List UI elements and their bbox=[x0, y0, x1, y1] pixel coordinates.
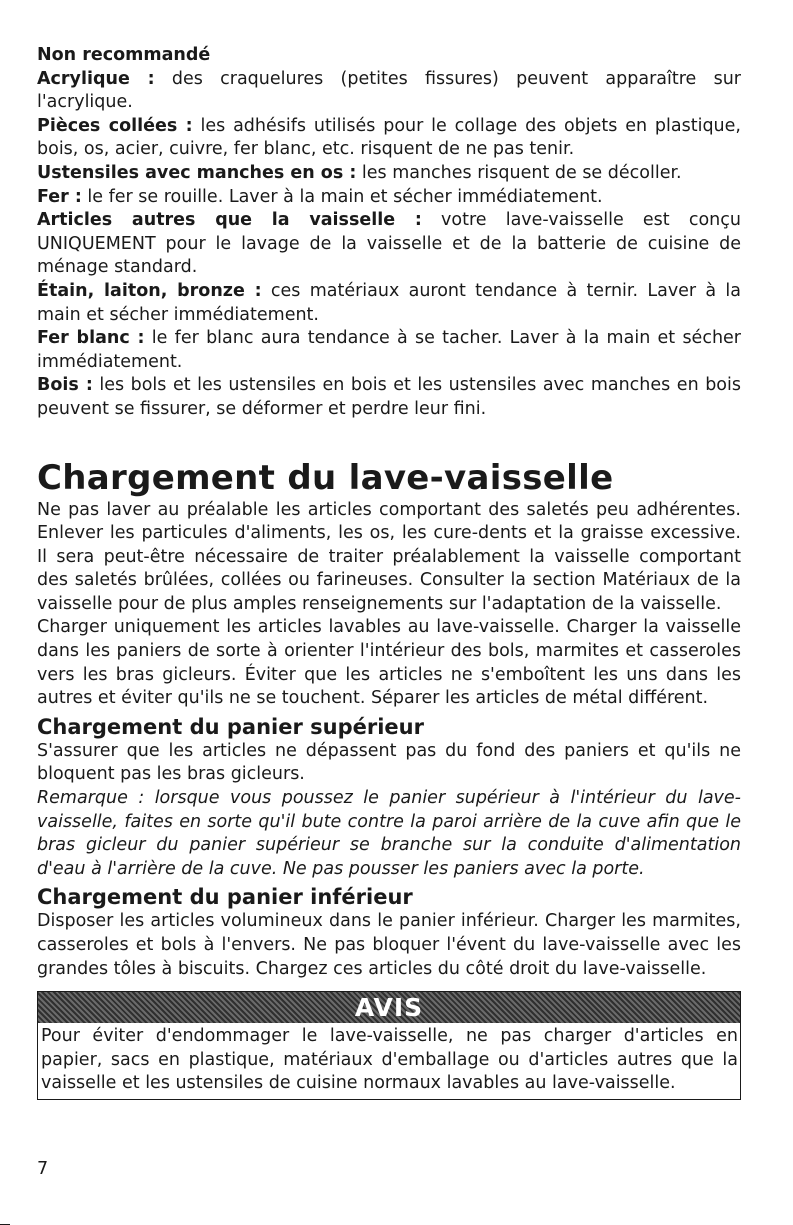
item-term: Pièces collées : bbox=[37, 115, 193, 136]
item-term: Étain, laiton, bronze : bbox=[37, 280, 262, 301]
notice-title: AVIS bbox=[354, 993, 424, 1023]
loading-title: Chargement du lave-vaisselle bbox=[37, 457, 614, 498]
item-acrylic bbox=[37, 68, 741, 115]
item-term: Fer : bbox=[37, 186, 82, 207]
item-bone-handles bbox=[37, 162, 741, 186]
upper-rack-title: Chargement du panier supérieur bbox=[37, 714, 424, 739]
loading-paragraph-2: Charger uniquement les articles lavables au lave-vaisselle. Charger la vaisselle dans les paniers de sorte à orienter l'intérieur des bols, marmites et casseroles vers les bras gicleurs. Éviter que les articles ne s'emboîtent les uns dans les autres et éviter qu'ils ne se touchent. Séparer les articles de métal différent. bbox=[37, 617, 741, 709]
item-text: le fer blanc aura tendance à se tacher. Laver à la main et sécher immédiatement. bbox=[37, 328, 741, 372]
item-text: les bols et les ustensiles en bois et les ustensiles avec manches en bois peuvent se fissurer, se déformer et perdre leur fini. bbox=[37, 375, 741, 419]
item-pewter-brass-bronze bbox=[37, 280, 741, 327]
notice-text: Pour éviter d'endommager le lave-vaisselle, ne pas charger d'articles en papier, sacs en plastique, matériaux d'emballage ou d'articles autres que la vaisselle et les ustensiles de cuisine normaux lavables au lave-vaisselle. bbox=[41, 1026, 738, 1094]
notice-box bbox=[37, 991, 741, 1100]
item-wood bbox=[37, 374, 741, 421]
item-text: les manches risquent de se décoller. bbox=[356, 162, 682, 183]
item-text: le fer se rouille. Laver à la main et sécher immédiatement. bbox=[81, 186, 603, 207]
item-text: des craquelures (petites fissures) peuvent apparaître sur l'acrylique. bbox=[37, 68, 741, 113]
item-tin bbox=[37, 327, 741, 374]
upper-rack-note: Remarque : lorsque vous poussez le panier supérieur à l'intérieur du lave-vaisselle, faites en sorte qu'il bute contre la paroi arrière de la cuve afin que le bras gicleur du panier supérieur se branche sur la conduite d'alimentation d'eau à l'arrière de la cuve. Ne pas pousser les paniers avec la porte. bbox=[37, 788, 741, 879]
lower-rack-paragraph: Disposer les articles volumineux dans le panier inférieur. Charger les marmites, casseroles et bols à l'envers. Ne pas bloquer l'évent du lave-vaisselle avec les grandes tôles à biscuits. Chargez ces articles du côté droit du lave-vaisselle. bbox=[37, 911, 741, 979]
lower-rack-title: Chargement du panier inférieur bbox=[37, 885, 413, 910]
item-text: ces matériaux auront tendance à ternir. Laver à la main et sécher immédiatement. bbox=[37, 280, 741, 325]
document-page bbox=[37, 44, 741, 1100]
item-iron bbox=[37, 186, 741, 210]
item-term: Fer blanc : bbox=[37, 328, 145, 349]
page-number: 7 bbox=[37, 1159, 49, 1179]
item-glued-parts bbox=[37, 115, 741, 162]
item-text: votre lave-vaisselle est conçu UNIQUEMENT pour le lavage de la vaisselle et de la batterie de cuisine de ménage standard. bbox=[37, 210, 741, 278]
item-term: Articles autres que la vaisselle : bbox=[37, 210, 422, 231]
item-non-dish-articles bbox=[37, 209, 741, 280]
notice-header bbox=[38, 992, 740, 1023]
item-term: Bois : bbox=[37, 375, 93, 396]
item-text: les adhésifs utilisés pour le collage des objets en plastique, bois, os, acier, cuivre, fer blanc, etc. risquent de ne pas tenir. bbox=[37, 115, 741, 160]
item-term: Ustensiles avec manches en os : bbox=[37, 162, 357, 183]
loading-paragraph-1: Ne pas laver au préalable les articles comportant des saletés peu adhérentes. Enlever les particules d'aliments, les os, les cure-dents et la graisse excessive. Il sera peut-être nécessaire de traiter préalablement la vaisselle comportant des saletés brûlées, collées ou farineuses. Consulter la section Matériaux de la vaisselle pour de plus amples renseignements sur l'adaptation de la vaisselle. bbox=[37, 499, 741, 614]
not-recommended-heading: Non recommandé bbox=[37, 45, 211, 65]
item-term: Acrylique : bbox=[37, 68, 155, 89]
upper-rack-paragraph: S'assurer que les articles ne dépassent pas du fond des paniers et qu'ils ne bloquent pas les bras gicleurs. bbox=[37, 740, 741, 785]
